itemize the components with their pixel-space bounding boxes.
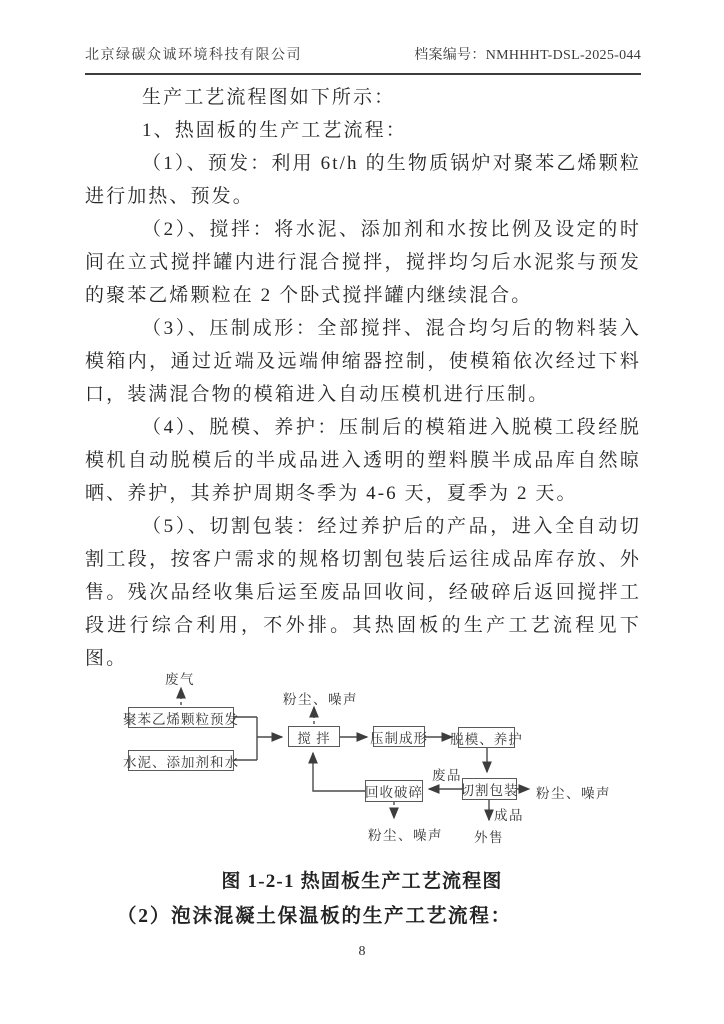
label-waste-product: 废品 [432,768,462,783]
label-dust-noise-bottom: 粉尘、噪声 [368,828,443,843]
label-sale: 外售 [474,830,504,845]
flow-node-cutting: 切割包装 [462,778,517,800]
label-waste-gas: 废气 [165,672,195,687]
list-title: 1、热固板的生产工艺流程： [142,120,407,141]
file-number: 档案编号：NMHHHT-DSL-2025-044 [414,48,641,63]
flow-node-recycling: 回收破碎 [365,780,423,802]
intro-line: 生产工艺流程图如下所示： [142,87,396,108]
paragraph-5: （5）、切割包装：经过养护后的产品，进入全自动切割工段，按客户需求的规格切割包装后运往成品库存放、外售。残次品经收集后运至废品回收间，经破碎后返回搅拌工段进行综合利用，不外排。其热固板的生产工艺流程见下图。 [85,516,641,669]
page-header [85,44,641,75]
paragraph-4: （4）、脱模、养护：压制后的模箱进入脱模工段经脱模机自动脱模后的半成品进入透明的塑料膜半成品库自然晾晒、养护，其养护周期冬季为 4-6 天，夏季为 2 天。 [85,417,641,504]
process-flowchart [0,655,724,847]
label-finished-product: 成品 [494,808,524,823]
next-section-heading: （2）泡沫混凝土保温板的生产工艺流程： [117,906,512,927]
flow-node-mixing: 搅 拌 [288,726,340,747]
paragraph-1: （1）、预发：利用 6t/h 的生物质锅炉对聚苯乙烯颗粒进行加热、预发。 [85,153,641,207]
page-number: 8 [358,944,366,959]
flow-node-pressing: 压制成形 [373,726,425,747]
figure-caption: 图 1-2-1 热固板生产工艺流程图 [221,871,503,892]
paragraph-2: （2）、搅拌：将水泥、添加剂和水按比例及设定的时间在立式搅拌罐内进行混合搅拌，搅拌均匀后水泥浆与预发的聚苯乙烯颗粒在 2 个卧式搅拌罐内继续混合。 [85,219,641,306]
label-dust-noise-top: 粉尘、噪声 [283,692,358,707]
paragraph-3: （3）、压制成形：全部搅拌、混合均匀后的物料装入模箱内，通过近端及远端伸缩器控制，使模箱依次经过下料口，装满混合物的模箱进入自动压模机进行压制。 [85,318,641,405]
flow-node-materials: 水泥、添加剂和水 [128,750,234,771]
flowchart-connectors [0,655,724,847]
body-text [85,81,641,675]
flow-node-demolding: 脱模、养护 [458,727,515,748]
label-dust-noise-right: 粉尘、噪声 [536,786,611,801]
company-name: 北京绿碳众诚环境科技有限公司 [85,48,302,63]
flow-node-prefoam: 聚苯乙烯颗粒预发 [128,707,234,728]
